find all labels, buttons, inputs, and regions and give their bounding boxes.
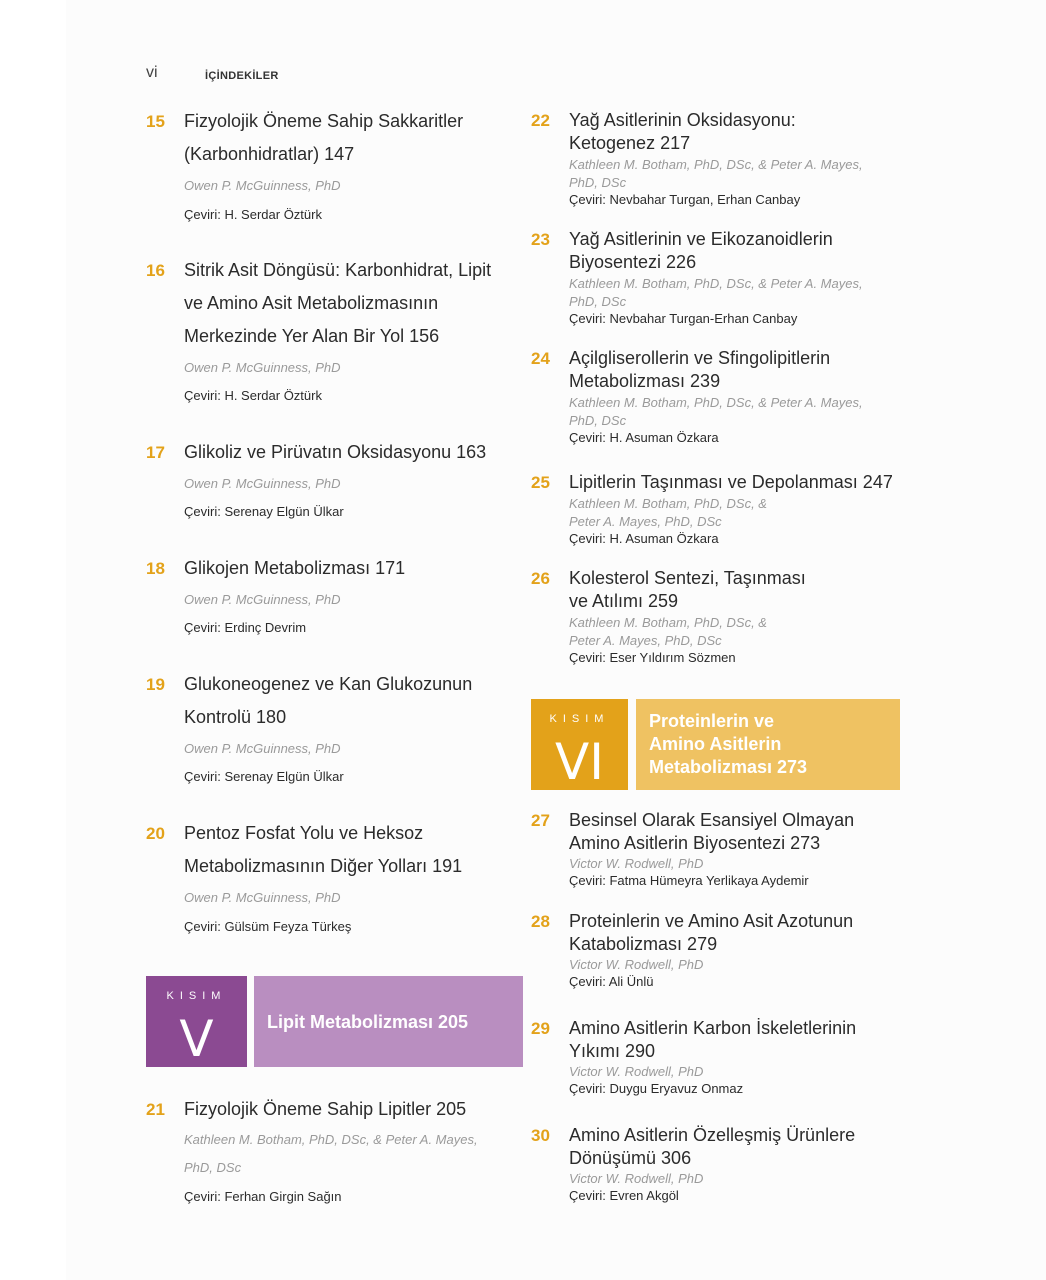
chapter-translator: Çeviri: Duygu Eryavuz Onmaz — [569, 1081, 744, 1096]
toc-entry-19[interactable] — [146, 673, 526, 793]
toc-entry-21[interactable] — [146, 1098, 526, 1208]
toc-entry-27[interactable] — [531, 809, 901, 899]
part-roman-numeral: VI — [555, 733, 604, 791]
chapter-number: 15 — [146, 112, 165, 131]
chapter-number: 19 — [146, 675, 165, 694]
toc-entry-26[interactable] — [531, 567, 901, 672]
toc-entry-20[interactable] — [146, 822, 526, 942]
chapter-author: Owen P. McGuinness, PhD — [184, 890, 341, 905]
chapter-author: Owen P. McGuinness, PhD — [184, 360, 341, 375]
chapter-translator: Çeviri: H. Serdar Öztürk — [184, 388, 322, 403]
chapter-title: Glikoliz ve Pirüvatın Oksidasyonu 163 — [184, 442, 487, 462]
part-v-banner[interactable] — [146, 976, 523, 1067]
chapter-translator: Çeviri: H. Asuman Özkara — [569, 531, 719, 546]
part-title-box — [636, 699, 900, 790]
chapter-number: 30 — [531, 1126, 550, 1145]
part-title: Lipit Metabolizması 205 — [267, 1012, 469, 1032]
chapter-author: Kathleen M. Botham, PhD, DSc, & Peter A. Mayes, PhD, DSc — [184, 1132, 478, 1175]
toc-entry-17[interactable] — [146, 441, 526, 531]
chapter-title: Amino Asitlerin Karbon İskeletlerinin Yıkımı 290 — [569, 1018, 857, 1061]
chapter-title: Glukoneogenez ve Kan Glukozunun Kontrolü 180 — [184, 674, 473, 727]
chapter-number: 17 — [146, 443, 165, 462]
chapter-author: Victor W. Rodwell, PhD — [569, 957, 704, 972]
chapter-number: 26 — [531, 569, 550, 588]
chapter-translator: Çeviri: Eser Yıldırım Sözmen — [569, 650, 736, 665]
part-title-box — [254, 976, 523, 1067]
chapter-translator: Çeviri: Evren Akgöl — [569, 1188, 679, 1203]
chapter-translator: Çeviri: Fatma Hümeyra Yerlikaya Aydemir — [569, 873, 809, 888]
chapter-number: 16 — [146, 261, 165, 280]
chapter-title: Fizyolojik Öneme Sahip Sakkaritler (Karbonhidratlar) 147 — [184, 111, 464, 164]
toc-entry-15[interactable] — [146, 110, 526, 230]
toc-entry-18[interactable] — [146, 557, 526, 647]
chapter-title: Lipitlerin Taşınması ve Depolanması 247 — [569, 472, 893, 492]
chapter-number: 18 — [146, 559, 165, 578]
chapter-translator: Çeviri: Ferhan Girgin Sağın — [184, 1189, 342, 1204]
toc-entry-30[interactable] — [531, 1124, 901, 1214]
chapter-number: 21 — [146, 1100, 165, 1119]
chapter-author: Owen P. McGuinness, PhD — [184, 741, 341, 756]
chapter-title: Glikojen Metabolizması 171 — [184, 558, 406, 578]
chapter-author: Kathleen M. Botham, PhD, DSc, & Peter A. Mayes, PhD, DSc — [569, 496, 767, 529]
toc-entry-28[interactable] — [531, 910, 901, 1000]
part-number-box — [531, 699, 628, 790]
chapter-title: Amino Asitlerin Özelleşmiş Ürünlere Dönüşümü 306 — [569, 1125, 856, 1168]
chapter-author: Kathleen M. Botham, PhD, DSc, & Peter A. Mayes, PhD, DSc — [569, 395, 863, 428]
chapter-number: 23 — [531, 230, 550, 249]
chapter-author: Victor W. Rodwell, PhD — [569, 1171, 704, 1186]
toc-entry-23[interactable] — [531, 228, 901, 333]
chapter-author: Owen P. McGuinness, PhD — [184, 178, 341, 193]
chapter-title: Pentoz Fosfat Yolu ve Heksoz Metabolizmasının Diğer Yolları 191 — [184, 823, 463, 876]
part-number-box — [146, 976, 247, 1067]
chapter-translator: Çeviri: Ali Ünlü — [569, 974, 654, 989]
running-title: İÇİNDEKİLER — [205, 70, 279, 82]
chapter-number: 29 — [531, 1019, 550, 1038]
toc-entry-29[interactable] — [531, 1017, 901, 1107]
chapter-translator: Çeviri: Nevbahar Turgan, Erhan Canbay — [569, 192, 801, 207]
toc-entry-24[interactable] — [531, 347, 901, 452]
chapter-title: Besinsel Olarak Esansiyel Olmayan Amino Asitlerin Biyosentezi 273 — [569, 810, 855, 853]
chapter-author: Victor W. Rodwell, PhD — [569, 856, 704, 871]
toc-entry-16[interactable] — [146, 259, 526, 409]
part-roman-numeral: V — [179, 1010, 214, 1068]
chapter-author: Kathleen M. Botham, PhD, DSc, & Peter A. Mayes, PhD, DSc — [569, 615, 767, 648]
chapter-title: Yağ Asitlerinin Oksidasyonu: Ketogenez 217 — [569, 110, 796, 153]
chapter-translator: Çeviri: H. Serdar Öztürk — [184, 207, 322, 222]
chapter-number: 22 — [531, 111, 550, 130]
toc-entry-22[interactable] — [531, 109, 901, 214]
chapter-title: Açilgliserollerin ve Sfingolipitlerin Metabolizması 239 — [569, 348, 831, 391]
part-title: Proteinlerin ve Amino Asitlerin Metabolizması 273 — [649, 711, 808, 777]
chapter-number: 24 — [531, 349, 550, 368]
chapter-number: 28 — [531, 912, 550, 931]
part-label: KISIM — [549, 713, 610, 725]
chapter-translator: Çeviri: Serenay Elgün Ülkar — [184, 504, 344, 519]
part-vi-banner[interactable] — [531, 699, 900, 790]
page-number: vi — [146, 64, 158, 81]
chapter-author: Kathleen M. Botham, PhD, DSc, & Peter A. Mayes, PhD, DSc — [569, 157, 863, 190]
chapter-number: 20 — [146, 824, 165, 843]
chapter-translator: Çeviri: Nevbahar Turgan-Erhan Canbay — [569, 311, 798, 326]
chapter-title: Yağ Asitlerinin ve Eikozanoidlerin Biyosentezi 226 — [569, 229, 833, 272]
chapter-translator: Çeviri: Gülsüm Feyza Türkeş — [184, 919, 352, 934]
chapter-number: 25 — [531, 473, 550, 492]
chapter-translator: Çeviri: H. Asuman Özkara — [569, 430, 719, 445]
chapter-author: Victor W. Rodwell, PhD — [569, 1064, 704, 1079]
chapter-title: Kolesterol Sentezi, Taşınması ve Atılımı 259 — [569, 568, 806, 611]
chapter-number: 27 — [531, 811, 550, 830]
chapter-translator: Çeviri: Erdinç Devrim — [184, 620, 307, 635]
chapter-title: Sitrik Asit Döngüsü: Karbonhidrat, Lipit ve Amino Asit Metabolizmasının Merkezinde Yer Alan Bir Yol 156 — [184, 260, 492, 346]
chapter-author: Owen P. McGuinness, PhD — [184, 476, 341, 491]
toc-entry-25[interactable] — [531, 471, 901, 551]
chapter-translator: Çeviri: Serenay Elgün Ülkar — [184, 769, 344, 784]
chapter-author: Owen P. McGuinness, PhD — [184, 592, 341, 607]
chapter-title: Proteinlerin ve Amino Asit Azotunun Katabolizması 279 — [569, 911, 854, 954]
chapter-author: Kathleen M. Botham, PhD, DSc, & Peter A. Mayes, PhD, DSc — [569, 276, 863, 309]
chapter-title: Fizyolojik Öneme Sahip Lipitler 205 — [184, 1099, 467, 1119]
part-label: KISIM — [166, 990, 227, 1002]
